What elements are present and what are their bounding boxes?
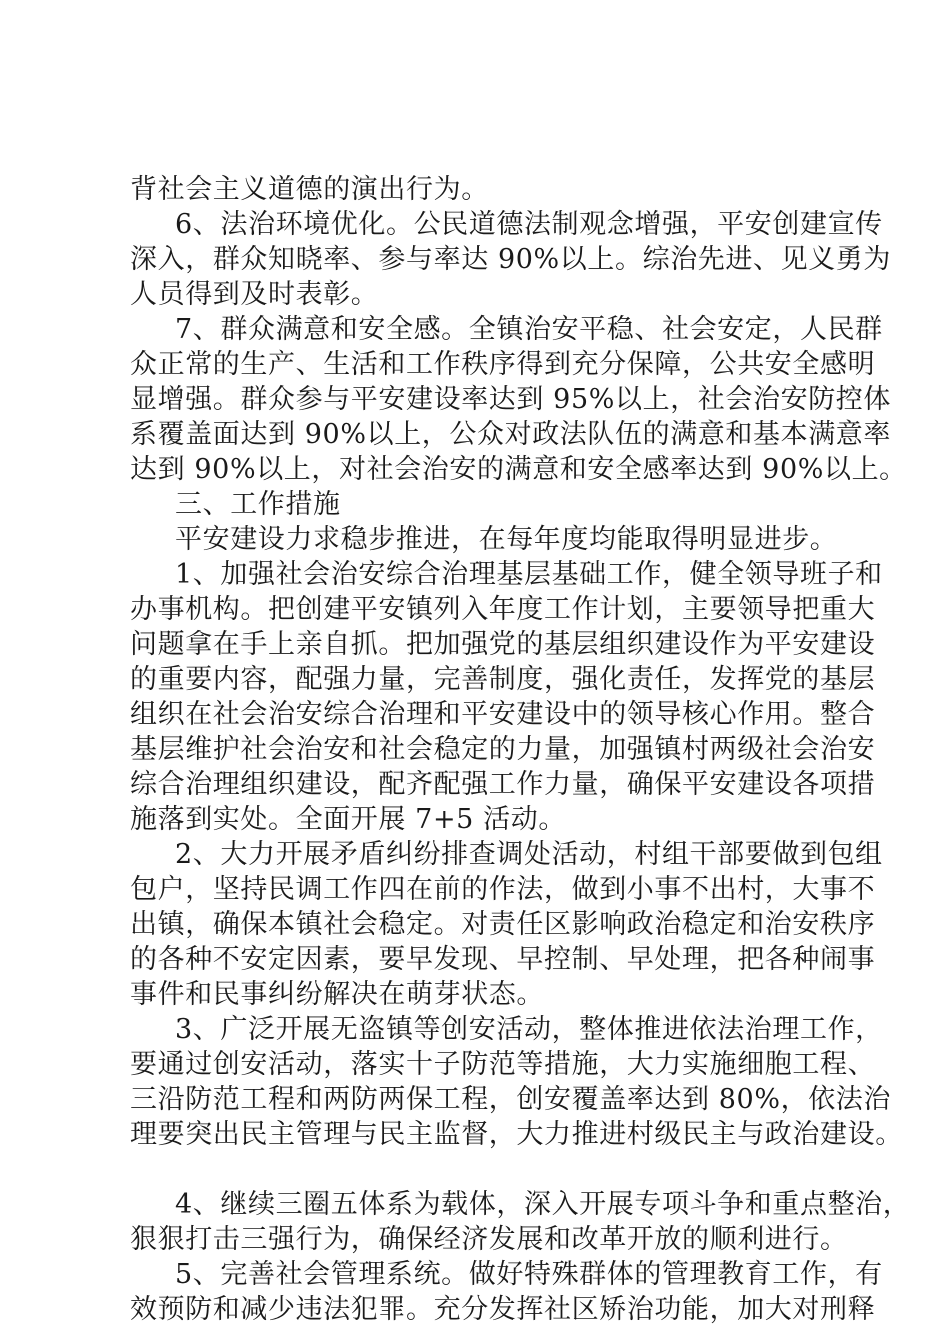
text-line: 显增强。群众参与平安建设率达到 95%以上，社会治安防控体 (130, 384, 891, 415)
text-line: 事件和民事纠纷解决在萌芽状态。 (130, 979, 544, 1010)
text-line: 综合治理组织建设，配齐配强工作力量，确保平安建设各项措 (130, 769, 876, 800)
text-line: 办事机构。把创建平安镇列入年度工作计划，主要领导把重大 (130, 594, 876, 625)
text-line: 的各种不安定因素，要早发现、早控制、早处理，把各种闹事 (130, 944, 876, 975)
text-line: 施落到实处。全面开展 7+5 活动。 (130, 804, 566, 835)
text-line: 达到 90%以上，对社会治安的满意和安全感率达到 90%以上。 (130, 454, 907, 485)
text-line: 5、完善社会管理系统。做好特殊群体的管理教育工作，有 (175, 1259, 883, 1290)
text-line: 深入，群众知晓率、参与率达 90%以上。综治先进、见义勇为 (130, 244, 891, 275)
text-line: 7、群众满意和安全感。全镇治安平稳、社会安定，人民群 (175, 314, 883, 345)
text-line: 理要突出民主管理与民主监督，大力推进村级民主与政治建设。 (130, 1119, 903, 1150)
text-line: 三沿防范工程和两防两保工程，创安覆盖率达到 80%，依法治 (130, 1084, 891, 1115)
text-line: 问题拿在手上亲自抓。把加强党的基层组织建设作为平安建设 (130, 629, 876, 660)
text-line: 包户，坚持民调工作四在前的作法，做到小事不出村，大事不 (130, 874, 876, 905)
text-line: 众正常的生产、生活和工作秩序得到充分保障，公共安全感明 (130, 349, 876, 380)
text-line: 人员得到及时表彰。 (130, 279, 379, 310)
text-line: 要通过创安活动，落实十子防范等措施，大力实施细胞工程、 (130, 1049, 876, 1080)
text-line: 系覆盖面达到 90%以上，公众对政法队伍的满意和基本满意率 (130, 419, 891, 450)
section-heading: 三、工作措施 (175, 489, 341, 520)
text-line: 3、广泛开展无盗镇等创安活动，整体推进依法治理工作， (175, 1014, 883, 1045)
text-line: 出镇，确保本镇社会稳定。对责任区影响政治稳定和治安秩序 (130, 909, 876, 940)
text-line: 4、继续三圈五体系为载体，深入开展专项斗争和重点整治， (175, 1189, 911, 1220)
text-line: 组织在社会治安综合治理和平安建设中的领导核心作用。整合 (130, 699, 876, 730)
text-line: 的重要内容，配强力量，完善制度，强化责任，发挥党的基层 (130, 664, 876, 695)
text-line: 效预防和减少违法犯罪。充分发挥社区矫治功能，加大对刑释 (130, 1294, 876, 1325)
text-line: 1、加强社会治安综合治理基层基础工作，健全领导班子和 (175, 559, 883, 590)
text-line: 背社会主义道德的演出行为。 (130, 174, 489, 205)
text-line: 平安建设力求稳步推进，在每年度均能取得明显进步。 (175, 524, 838, 555)
text-line: 狠狠打击三强行为，确保经济发展和改革开放的顺利进行。 (130, 1224, 848, 1255)
text-line: 6、法治环境优化。公民道德法制观念增强，平安创建宣传 (175, 209, 883, 240)
text-line: 基层维护社会治安和社会稳定的力量，加强镇村两级社会治安 (130, 734, 876, 765)
text-line: 2、大力开展矛盾纠纷排查调处活动，村组干部要做到包组 (175, 839, 883, 870)
